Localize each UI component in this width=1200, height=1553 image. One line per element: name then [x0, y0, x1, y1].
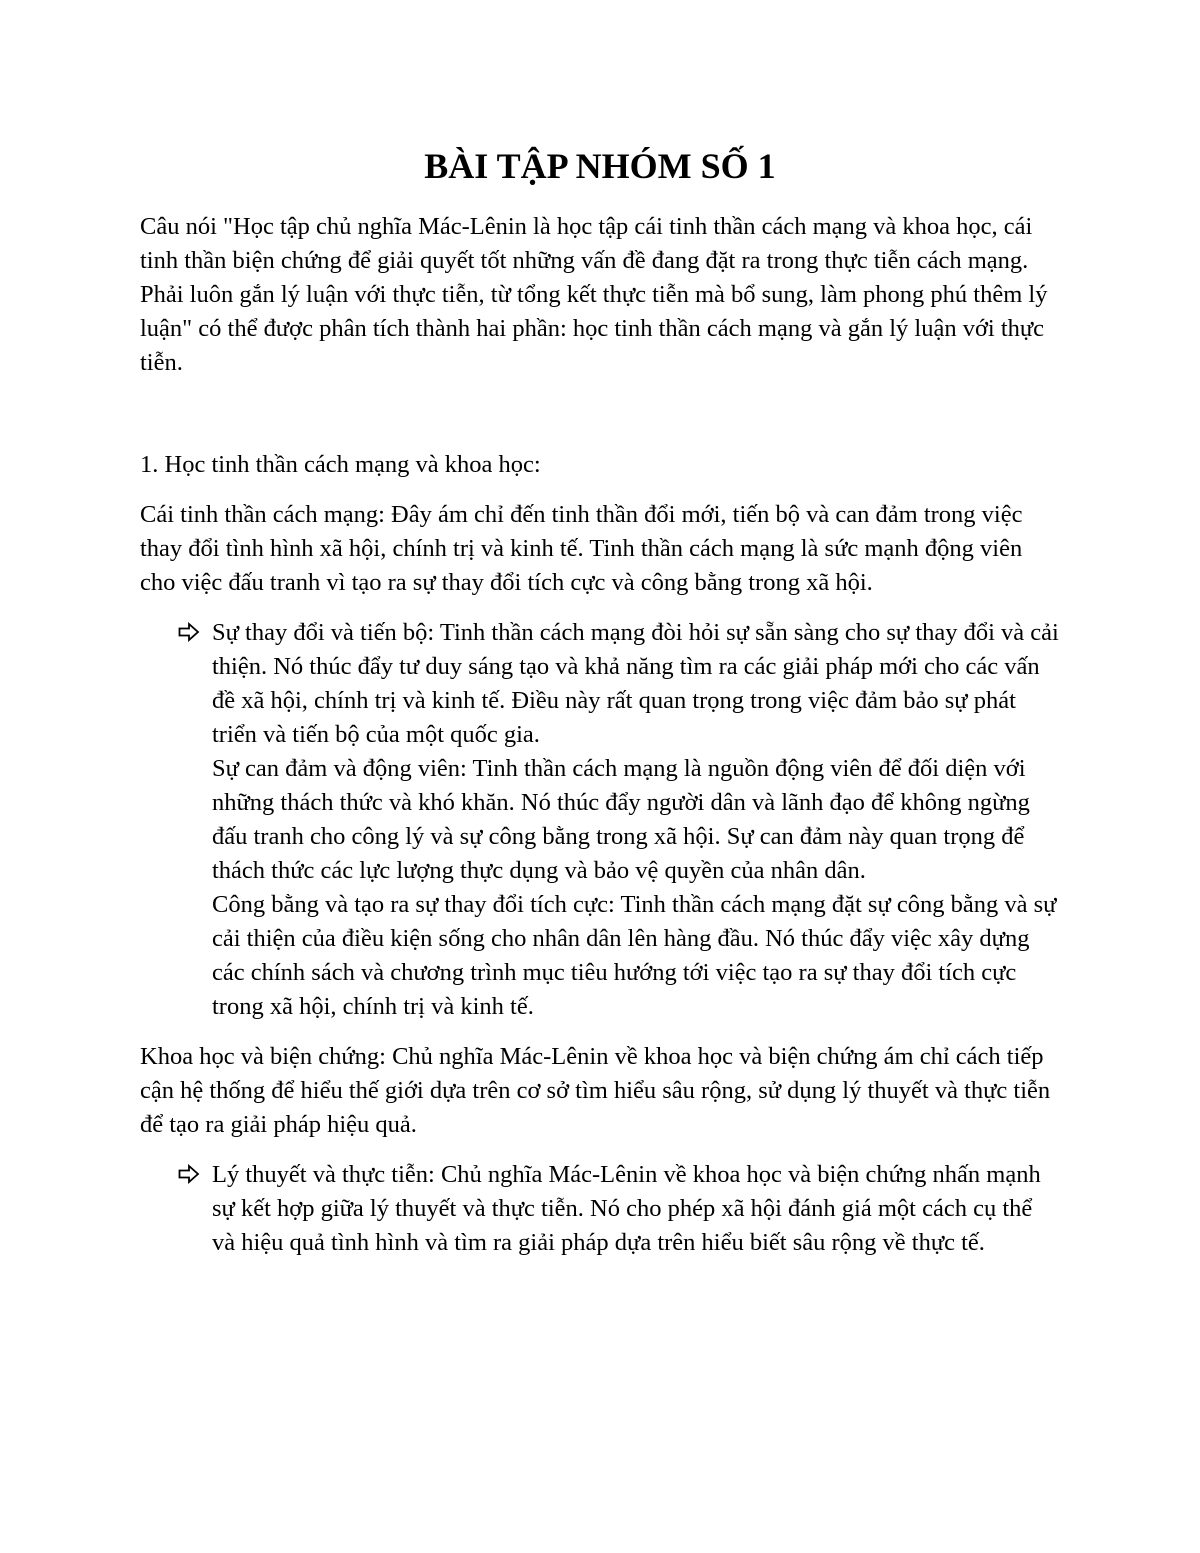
list-item: Sự can đảm và động viên: Tinh thần cách mạng là nguồn động viên để đối diện với những thách thức và khó khăn. Nó thúc đẩy người dân và lãnh đạo để không ngừng đấu tranh cho công lý và sự công bằng trong xã hội. Sự can đảm này quan trọng để thách thức các lực lượng thực dụng và bảo vệ quyền của nhân dân. — [212, 755, 1030, 884]
page-title: BÀI TẬP NHÓM SỐ 1 — [424, 146, 776, 186]
science-dialectics-paragraph: Khoa học và biện chứng: Chủ nghĩa Mác-Lênin về khoa học và biện chứng ám chỉ cách tiếp cận hệ thống để hiểu thế giới dựa trên cơ sở tìm hiểu sâu rộng, sử dụng lý thuyết và thực tiễn để tạo ra giải pháp hiệu quả. — [140, 1043, 1051, 1138]
section-heading: 1. Học tinh thần cách mạng và khoa học: — [140, 451, 541, 478]
arrow-right-icon — [178, 622, 200, 642]
science-bullet-list — [140, 1158, 1060, 1260]
intro-paragraph: Câu nói "Học tập chủ nghĩa Mác-Lênin là học tập cái tinh thần cách mạng và khoa học, cái tinh thần biện chứng để giải quyết tốt những vấn đề đang đặt ra trong thực tiễn cách mạng. Phải luôn gắn lý luận với thực tiễn, từ tổng kết thực tiễn mà bổ sung, làm phong phú thêm lý luận" có thể được phân tích thành hai phần: học tinh thần cách mạng và gắn lý luận với thực tiễn. — [140, 213, 1048, 376]
arrow-right-icon — [178, 1164, 200, 1184]
list-item: Sự thay đổi và tiến bộ: Tinh thần cách mạng đòi hỏi sự sẵn sàng cho sự thay đổi và cải thiện. Nó thúc đẩy tư duy sáng tạo và khả năng tìm ra các giải pháp mới cho các vấn đề xã hội, chính trị và kinh tế. Điều này rất quan trọng trong việc đảm bảo sự phát triển và tiến bộ của một quốc gia. — [212, 619, 1059, 748]
spirit-bullet-list — [140, 616, 1060, 1024]
document-page — [140, 140, 1060, 1260]
list-item: Công bằng và tạo ra sự thay đổi tích cực: Tinh thần cách mạng đặt sự công bằng và sự cải thiện của điều kiện sống cho nhân dân lên hàng đầu. Nó thúc đẩy việc xây dựng các chính sách và chương trình mục tiêu hướng tới việc tạo ra sự thay đổi tích cực trong xã hội, chính trị và kinh tế. — [212, 891, 1057, 1020]
list-item: Lý thuyết và thực tiễn: Chủ nghĩa Mác-Lênin về khoa học và biện chứng nhấn mạnh sự kết hợp giữa lý thuyết và thực tiễn. Nó cho phép xã hội đánh giá một cách cụ thể và hiệu quả tình hình và tìm ra giải pháp dựa trên hiểu biết sâu rộng về thực tế. — [212, 1161, 1041, 1256]
revolutionary-spirit-paragraph: Cái tinh thần cách mạng: Đây ám chỉ đến tinh thần đổi mới, tiến bộ và can đảm trong việc thay đổi tình hình xã hội, chính trị và kinh tế. Tinh thần cách mạng là sức mạnh động viên cho việc đấu tranh vì tạo ra sự thay đổi tích cực và công bằng trong xã hội. — [140, 501, 1023, 596]
